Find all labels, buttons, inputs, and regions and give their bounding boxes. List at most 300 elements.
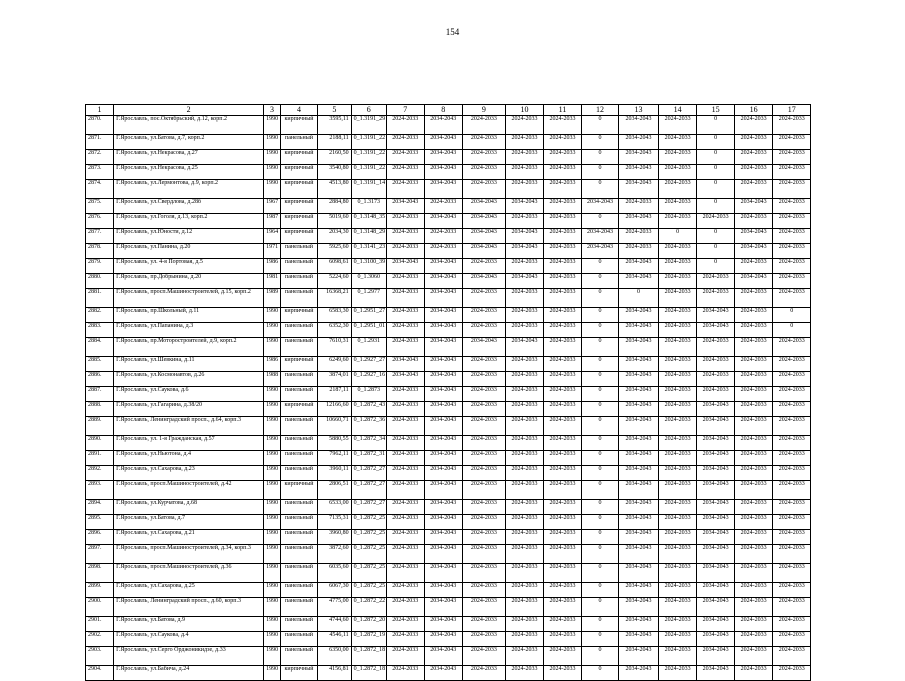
column-header: 14 [658, 105, 697, 116]
table-cell: 2034-2043 [581, 229, 619, 244]
table-cell: 0 [697, 244, 735, 259]
table-cell: 2024-2033 [463, 617, 506, 632]
table-cell: 1990 [264, 116, 281, 135]
table-cell: 0 [581, 500, 619, 515]
table-cell: 2034-2043 [424, 666, 463, 681]
table-cell: 2024-2033 [387, 244, 425, 259]
table-cell: 1990 [264, 481, 281, 500]
table-cell: 2034-2043 [463, 274, 506, 289]
table-cell: 0_1.2872_22 [351, 598, 386, 617]
table-cell: 2883. [86, 323, 114, 338]
table-cell: 2024-2033 [544, 338, 582, 357]
table-cell: Г.Ярославль, пр.Школьный, д.11 [114, 308, 264, 323]
table-row [86, 244, 811, 259]
table-cell: панельный [280, 244, 318, 259]
table-cell: 12166,60 [318, 402, 351, 417]
table-cell: 0 [773, 308, 811, 323]
table-cell: 2898. [86, 564, 114, 583]
table-cell: Г.Ярославль, ул.Панина, д.20 [114, 244, 264, 259]
table-cell: 2024-2033 [734, 545, 773, 564]
table-cell: панельный [280, 417, 318, 436]
table-row [86, 308, 811, 323]
table-cell: 2024-2033 [387, 229, 425, 244]
table-cell: кирпичный [280, 229, 318, 244]
table-cell: Г.Ярославль, ул.Гагарина, д.38/20 [114, 402, 264, 417]
table-cell: 5925,60 [318, 244, 351, 259]
table-cell: 2034-2043 [387, 259, 425, 274]
table-cell: 0_1.3191_29 [351, 116, 386, 135]
table-cell: 2024-2033 [734, 180, 773, 199]
table-cell: 2024-2033 [505, 150, 544, 165]
table-cell: 4546,11 [318, 632, 351, 647]
table-row [86, 372, 811, 387]
table-cell: Г.Ярославль, ул.Сахарова, д.23 [114, 466, 264, 481]
table-cell: 2024-2033 [773, 338, 811, 357]
table-cell: 0_1.2927_27 [351, 357, 386, 372]
table-cell: 2034-2043 [619, 357, 659, 372]
table-row [86, 165, 811, 180]
table-cell: 2024-2033 [505, 135, 544, 150]
table-cell: 2024-2033 [697, 289, 735, 308]
table-row [86, 598, 811, 617]
column-header: 17 [773, 105, 811, 116]
table-cell: 2034-2043 [424, 323, 463, 338]
table-cell: Г.Ярославль, ул. 4-я Портовая, д.5 [114, 259, 264, 274]
table-cell: 0 [581, 617, 619, 632]
table-cell: панельный [280, 289, 318, 308]
table-cell: 2024-2033 [734, 598, 773, 617]
table-cell: 6533,00 [318, 500, 351, 515]
table-cell: 2034-2043 [424, 402, 463, 417]
table-cell: 2024-2033 [734, 372, 773, 387]
table-row [86, 564, 811, 583]
table-cell: 2024-2033 [544, 229, 582, 244]
table-cell: Г.Ярославль, ул.Саукова, д.6 [114, 387, 264, 402]
table-cell: 2024-2033 [544, 451, 582, 466]
table-cell: 1988 [264, 372, 281, 387]
table-cell: 0 [581, 150, 619, 165]
table-cell: 1967 [264, 199, 281, 214]
table-cell: 0_1.2927_16 [351, 372, 386, 387]
table-cell: 2024-2033 [734, 387, 773, 402]
table-cell: 1990 [264, 617, 281, 632]
table-cell: 2892. [86, 466, 114, 481]
table-cell: 1989 [264, 289, 281, 308]
table-row [86, 417, 811, 436]
table-cell: 6350,00 [318, 647, 351, 666]
table-cell: 2896. [86, 530, 114, 545]
table-row [86, 632, 811, 647]
table-row [86, 617, 811, 632]
table-cell: 2024-2033 [505, 647, 544, 666]
table-cell: 2024-2033 [734, 402, 773, 417]
table-cell: 0_1.3191_22 [351, 165, 386, 180]
table-cell: 5224,60 [318, 274, 351, 289]
table-cell: 10660,71 [318, 417, 351, 436]
table-cell: 2024-2033 [658, 135, 697, 150]
table-cell: 0 [581, 357, 619, 372]
table-cell: 2884,80 [318, 199, 351, 214]
table-cell: 2024-2033 [505, 598, 544, 617]
table-cell: 0_1.2872_18 [351, 666, 386, 681]
table-cell: Г.Ярославль, ул.Лермонтова, д.9, корп.2 [114, 180, 264, 199]
table-cell: 0 [697, 199, 735, 214]
table-cell: 2034-2043 [424, 451, 463, 466]
table-cell: 2024-2033 [734, 289, 773, 308]
table-row [86, 481, 811, 500]
table-row [86, 515, 811, 530]
table-row [86, 323, 811, 338]
table-cell: 2024-2033 [544, 500, 582, 515]
table-cell: 2034-2043 [697, 647, 735, 666]
table-cell: 0 [581, 308, 619, 323]
table-cell: 0 [581, 666, 619, 681]
table-cell: 4775,00 [318, 598, 351, 617]
table-row [86, 150, 811, 165]
table-cell: 2034-2043 [697, 632, 735, 647]
table-cell: панельный [280, 617, 318, 632]
table-cell: 2024-2033 [773, 135, 811, 150]
table-cell: 2024-2033 [773, 165, 811, 180]
table-cell: 2024-2033 [734, 481, 773, 500]
table-cell: 2024-2033 [544, 481, 582, 500]
table-cell: 2034-2043 [734, 244, 773, 259]
table-cell: 2024-2033 [463, 545, 506, 564]
table-cell: 2024-2033 [773, 481, 811, 500]
table-cell: 2034-2043 [505, 229, 544, 244]
table-cell: 0 [581, 515, 619, 530]
table-cell: панельный [280, 372, 318, 387]
table-row [86, 530, 811, 545]
table-cell: 2024-2033 [544, 530, 582, 545]
table-cell: 2024-2033 [505, 289, 544, 308]
table-cell: 2806,51 [318, 481, 351, 500]
table-cell: кирпичный [280, 116, 318, 135]
table-cell: 2024-2033 [463, 402, 506, 417]
table-cell: 2024-2033 [544, 214, 582, 229]
table-cell: 2870. [86, 116, 114, 135]
table-cell: 2024-2033 [734, 617, 773, 632]
table-cell: панельный [280, 338, 318, 357]
table-cell: Г.Ярославль, ул.Батова, д.9 [114, 617, 264, 632]
table-cell: 2024-2033 [387, 545, 425, 564]
table-cell: 2034-2043 [424, 180, 463, 199]
table-cell: 1990 [264, 466, 281, 481]
table-cell: Г.Ярославль, ул.Гоголя, д.13, корп.2 [114, 214, 264, 229]
table-cell: 2034-2043 [387, 372, 425, 387]
table-cell: 2024-2033 [658, 647, 697, 666]
table-cell: 2024-2033 [658, 451, 697, 466]
table-cell: 2034-2043 [697, 323, 735, 338]
table-cell: 2024-2033 [424, 229, 463, 244]
table-cell: 2024-2033 [734, 417, 773, 436]
table-cell: 2024-2033 [505, 500, 544, 515]
column-header: 13 [619, 105, 659, 116]
table-cell: 2024-2033 [773, 466, 811, 481]
table-cell: 2877. [86, 229, 114, 244]
table-cell: 2024-2033 [773, 530, 811, 545]
table-cell: 2024-2033 [619, 199, 659, 214]
table-cell: 5880,55 [318, 436, 351, 451]
table-cell: Г.Ярославль, ул.Свердлова, д.28б [114, 199, 264, 214]
table-cell: 0 [697, 135, 735, 150]
table-cell: 2024-2033 [773, 402, 811, 417]
table-cell: панельный [280, 583, 318, 598]
table-cell: 2034-2043 [424, 545, 463, 564]
table-cell: 2024-2033 [658, 466, 697, 481]
table-cell: 3960,80 [318, 530, 351, 545]
table-cell: 0_1.2872_36 [351, 417, 386, 436]
table-cell: 2024-2033 [387, 530, 425, 545]
table-cell: 0 [581, 545, 619, 564]
table-cell: Г.Ярославль, просп.Машиностроителей, д.36 [114, 564, 264, 583]
table-cell: 0 [697, 165, 735, 180]
table-cell: 2034-2043 [424, 598, 463, 617]
table-cell: 2034-2043 [697, 402, 735, 417]
table-cell: 2024-2033 [463, 372, 506, 387]
table-cell: 2024-2033 [734, 583, 773, 598]
table-cell: 2024-2033 [773, 632, 811, 647]
table-cell: 0 [581, 274, 619, 289]
table-cell: 2034-2043 [619, 598, 659, 617]
table-cell: панельный [280, 647, 318, 666]
table-cell: 2024-2033 [544, 150, 582, 165]
table-cell: 2034-2043 [424, 150, 463, 165]
table-cell: 2024-2033 [544, 647, 582, 666]
table-cell: панельный [280, 530, 318, 545]
table-cell: 0_1.2872_27 [351, 466, 386, 481]
table-cell: Г.Ярославль, пр.Добрынина, д.20 [114, 274, 264, 289]
table-cell: Г.Ярославль, ул.Саукова, д.4 [114, 632, 264, 647]
table-cell: 2187,11 [318, 387, 351, 402]
table-cell: 2034-2043 [619, 259, 659, 274]
table-cell: 2034-2043 [424, 617, 463, 632]
table-cell: 1990 [264, 338, 281, 357]
table-cell: 0 [581, 289, 619, 308]
table-row [86, 451, 811, 466]
data-table [85, 104, 811, 681]
table-cell: 2024-2033 [463, 500, 506, 515]
table-cell: 0 [581, 530, 619, 545]
table-cell: 2024-2033 [544, 417, 582, 436]
table-cell: 0 [581, 647, 619, 666]
table-cell: 2024-2033 [734, 515, 773, 530]
table-cell: 2024-2033 [387, 274, 425, 289]
table-cell: Г.Ярославль, ул.Папанина, д.3 [114, 323, 264, 338]
table-cell: 2024-2033 [619, 244, 659, 259]
table-cell: 2034-2043 [387, 199, 425, 214]
table-cell: 2024-2033 [544, 515, 582, 530]
table-cell: 2034-2043 [424, 515, 463, 530]
table-cell: 2024-2033 [773, 214, 811, 229]
table-cell: 2024-2033 [658, 402, 697, 417]
table-cell: 2024-2033 [544, 165, 582, 180]
table-cell: 2024-2033 [773, 274, 811, 289]
table-cell: 2024-2033 [658, 387, 697, 402]
table-cell: 1990 [264, 165, 281, 180]
table-cell: Г.Ярославль, пр.Моторостроителей, д.9, корп.2 [114, 338, 264, 357]
table-cell: 2024-2033 [658, 515, 697, 530]
table-cell: 0 [581, 466, 619, 481]
table-cell: панельный [280, 274, 318, 289]
table-cell: 2024-2033 [658, 417, 697, 436]
table-cell: панельный [280, 598, 318, 617]
table-cell: 2034-2043 [619, 451, 659, 466]
table-cell: 2024-2033 [505, 545, 544, 564]
table-cell: 2034-2043 [424, 289, 463, 308]
table-cell: кирпичный [280, 199, 318, 214]
table-cell: Г.Ярославль, ул.Батова, д.7, корп.2 [114, 135, 264, 150]
table-row [86, 135, 811, 150]
table-cell: 2024-2033 [773, 515, 811, 530]
table-cell: кирпичный [280, 165, 318, 180]
table-cell: 2034-2043 [463, 229, 506, 244]
table-cell: 0 [581, 165, 619, 180]
table-cell: 1990 [264, 530, 281, 545]
table-cell: 2024-2033 [387, 402, 425, 417]
table-cell: 2024-2033 [387, 515, 425, 530]
table-cell: 0 [581, 180, 619, 199]
table-cell: 2034-2043 [697, 308, 735, 323]
table-cell: 2024-2033 [387, 617, 425, 632]
table-cell: 0_1.2872_27 [351, 481, 386, 500]
table-cell: 2034-2043 [697, 564, 735, 583]
table-cell: 1964 [264, 229, 281, 244]
table-cell: 2024-2033 [463, 323, 506, 338]
table-cell: 2024-2033 [773, 436, 811, 451]
header-row [86, 105, 811, 116]
table-cell: 2034-2043 [424, 583, 463, 598]
table-cell: 2900. [86, 598, 114, 617]
table-cell: 2024-2033 [697, 357, 735, 372]
table-cell: 2024-2033 [658, 199, 697, 214]
table-cell: 2024-2033 [387, 165, 425, 180]
table-cell: 2024-2033 [463, 481, 506, 500]
table-cell: 2034-2043 [619, 402, 659, 417]
table-cell: 1990 [264, 545, 281, 564]
table-cell: 2024-2033 [387, 338, 425, 357]
table-cell: 3960,11 [318, 466, 351, 481]
table-cell: 2034-2043 [697, 451, 735, 466]
table-cell: 2034-2043 [619, 116, 659, 135]
table-cell: 0 [773, 323, 811, 338]
table-cell: Г.Ярославль, ул.Некрасова, д.27 [114, 150, 264, 165]
table-row [86, 338, 811, 357]
table-cell: 2024-2033 [505, 632, 544, 647]
table-cell: 2034-2043 [697, 598, 735, 617]
table-cell: 1990 [264, 666, 281, 681]
table-cell: 2024-2033 [544, 598, 582, 617]
table-cell: 2024-2033 [387, 666, 425, 681]
table-cell: 6067,30 [318, 583, 351, 598]
table-cell: 2024-2033 [773, 647, 811, 666]
table-cell: 2024-2033 [544, 199, 582, 214]
table-cell: 2024-2033 [505, 180, 544, 199]
table-cell: 2893. [86, 481, 114, 500]
table-cell: 2024-2033 [463, 564, 506, 583]
table-cell: 2024-2033 [505, 387, 544, 402]
table-cell: 6035,60 [318, 564, 351, 583]
table-cell: 2885. [86, 357, 114, 372]
table-cell: 2024-2033 [387, 436, 425, 451]
table-row [86, 229, 811, 244]
table-row [86, 199, 811, 214]
table-cell: 2024-2033 [463, 150, 506, 165]
table-cell: 1990 [264, 451, 281, 466]
table-cell: 2024-2033 [697, 274, 735, 289]
table-cell: 2034-2043 [619, 372, 659, 387]
table-cell: 2024-2033 [658, 530, 697, 545]
table-cell: 2034-2043 [387, 357, 425, 372]
table-cell: 2024-2033 [463, 583, 506, 598]
table-row [86, 116, 811, 135]
table-cell: 1990 [264, 647, 281, 666]
table-cell: Г.Ярославль, ул.Серго Орджоникидзе, д.33 [114, 647, 264, 666]
table-cell: 2024-2033 [658, 583, 697, 598]
table-cell: 4513,80 [318, 180, 351, 199]
table-cell: 1990 [264, 135, 281, 150]
table-cell: 2024-2033 [544, 436, 582, 451]
table-row [86, 402, 811, 417]
table-cell: 2024-2033 [463, 466, 506, 481]
table-cell: 2891. [86, 451, 114, 466]
column-header: 4 [280, 105, 318, 116]
column-header: 16 [734, 105, 773, 116]
table-cell: 0_1.2872_31 [351, 451, 386, 466]
table-cell: 0 [581, 214, 619, 229]
table-cell: 2024-2033 [544, 666, 582, 681]
column-header: 11 [544, 105, 582, 116]
table-cell: Г.Ярославль, ул.Юности, д.12 [114, 229, 264, 244]
table-cell: 2024-2033 [658, 598, 697, 617]
table-cell: Г.Ярославль, пос.Октябрьский, д.12, корп.2 [114, 116, 264, 135]
table-cell: 7962,11 [318, 451, 351, 466]
table-cell: 2024-2033 [734, 338, 773, 357]
table-cell: 2034-2043 [619, 308, 659, 323]
table-cell: 2034-2043 [424, 481, 463, 500]
table-cell: 2024-2033 [544, 135, 582, 150]
table-cell: 2034-2043 [619, 466, 659, 481]
table-cell: 0 [581, 564, 619, 583]
table-cell: 0_1.3141_23 [351, 244, 386, 259]
table-cell: 2024-2033 [773, 289, 811, 308]
table-cell: 3595,11 [318, 116, 351, 135]
table-cell: Г.Ярославль, ул.Батова, д.7 [114, 515, 264, 530]
table-cell: 2024-2033 [734, 647, 773, 666]
table-cell: 7135,31 [318, 515, 351, 530]
table-cell: 1986 [264, 357, 281, 372]
table-cell: 2024-2033 [658, 323, 697, 338]
table-cell: 1990 [264, 500, 281, 515]
table-cell: 2024-2033 [505, 583, 544, 598]
table-cell: панельный [280, 259, 318, 274]
table-cell: 2024-2033 [463, 666, 506, 681]
table-cell: 0 [658, 229, 697, 244]
table-cell: 2034-2043 [463, 338, 506, 357]
table-cell: 2897. [86, 545, 114, 564]
table-cell: 0_1.3100_39 [351, 259, 386, 274]
table-cell: панельный [280, 545, 318, 564]
table-cell: 2034-2043 [619, 530, 659, 545]
table-cell: 2024-2033 [658, 308, 697, 323]
table-cell: Г.Ярославль, ул.Сахарова, д.25 [114, 583, 264, 598]
table-cell: 0_1.2872_25 [351, 515, 386, 530]
table-cell: 2034-2043 [424, 372, 463, 387]
table-cell: 2034-2043 [463, 199, 506, 214]
table-cell: панельный [280, 387, 318, 402]
table-cell: 2024-2033 [773, 150, 811, 165]
table-cell: 2034-2043 [424, 165, 463, 180]
